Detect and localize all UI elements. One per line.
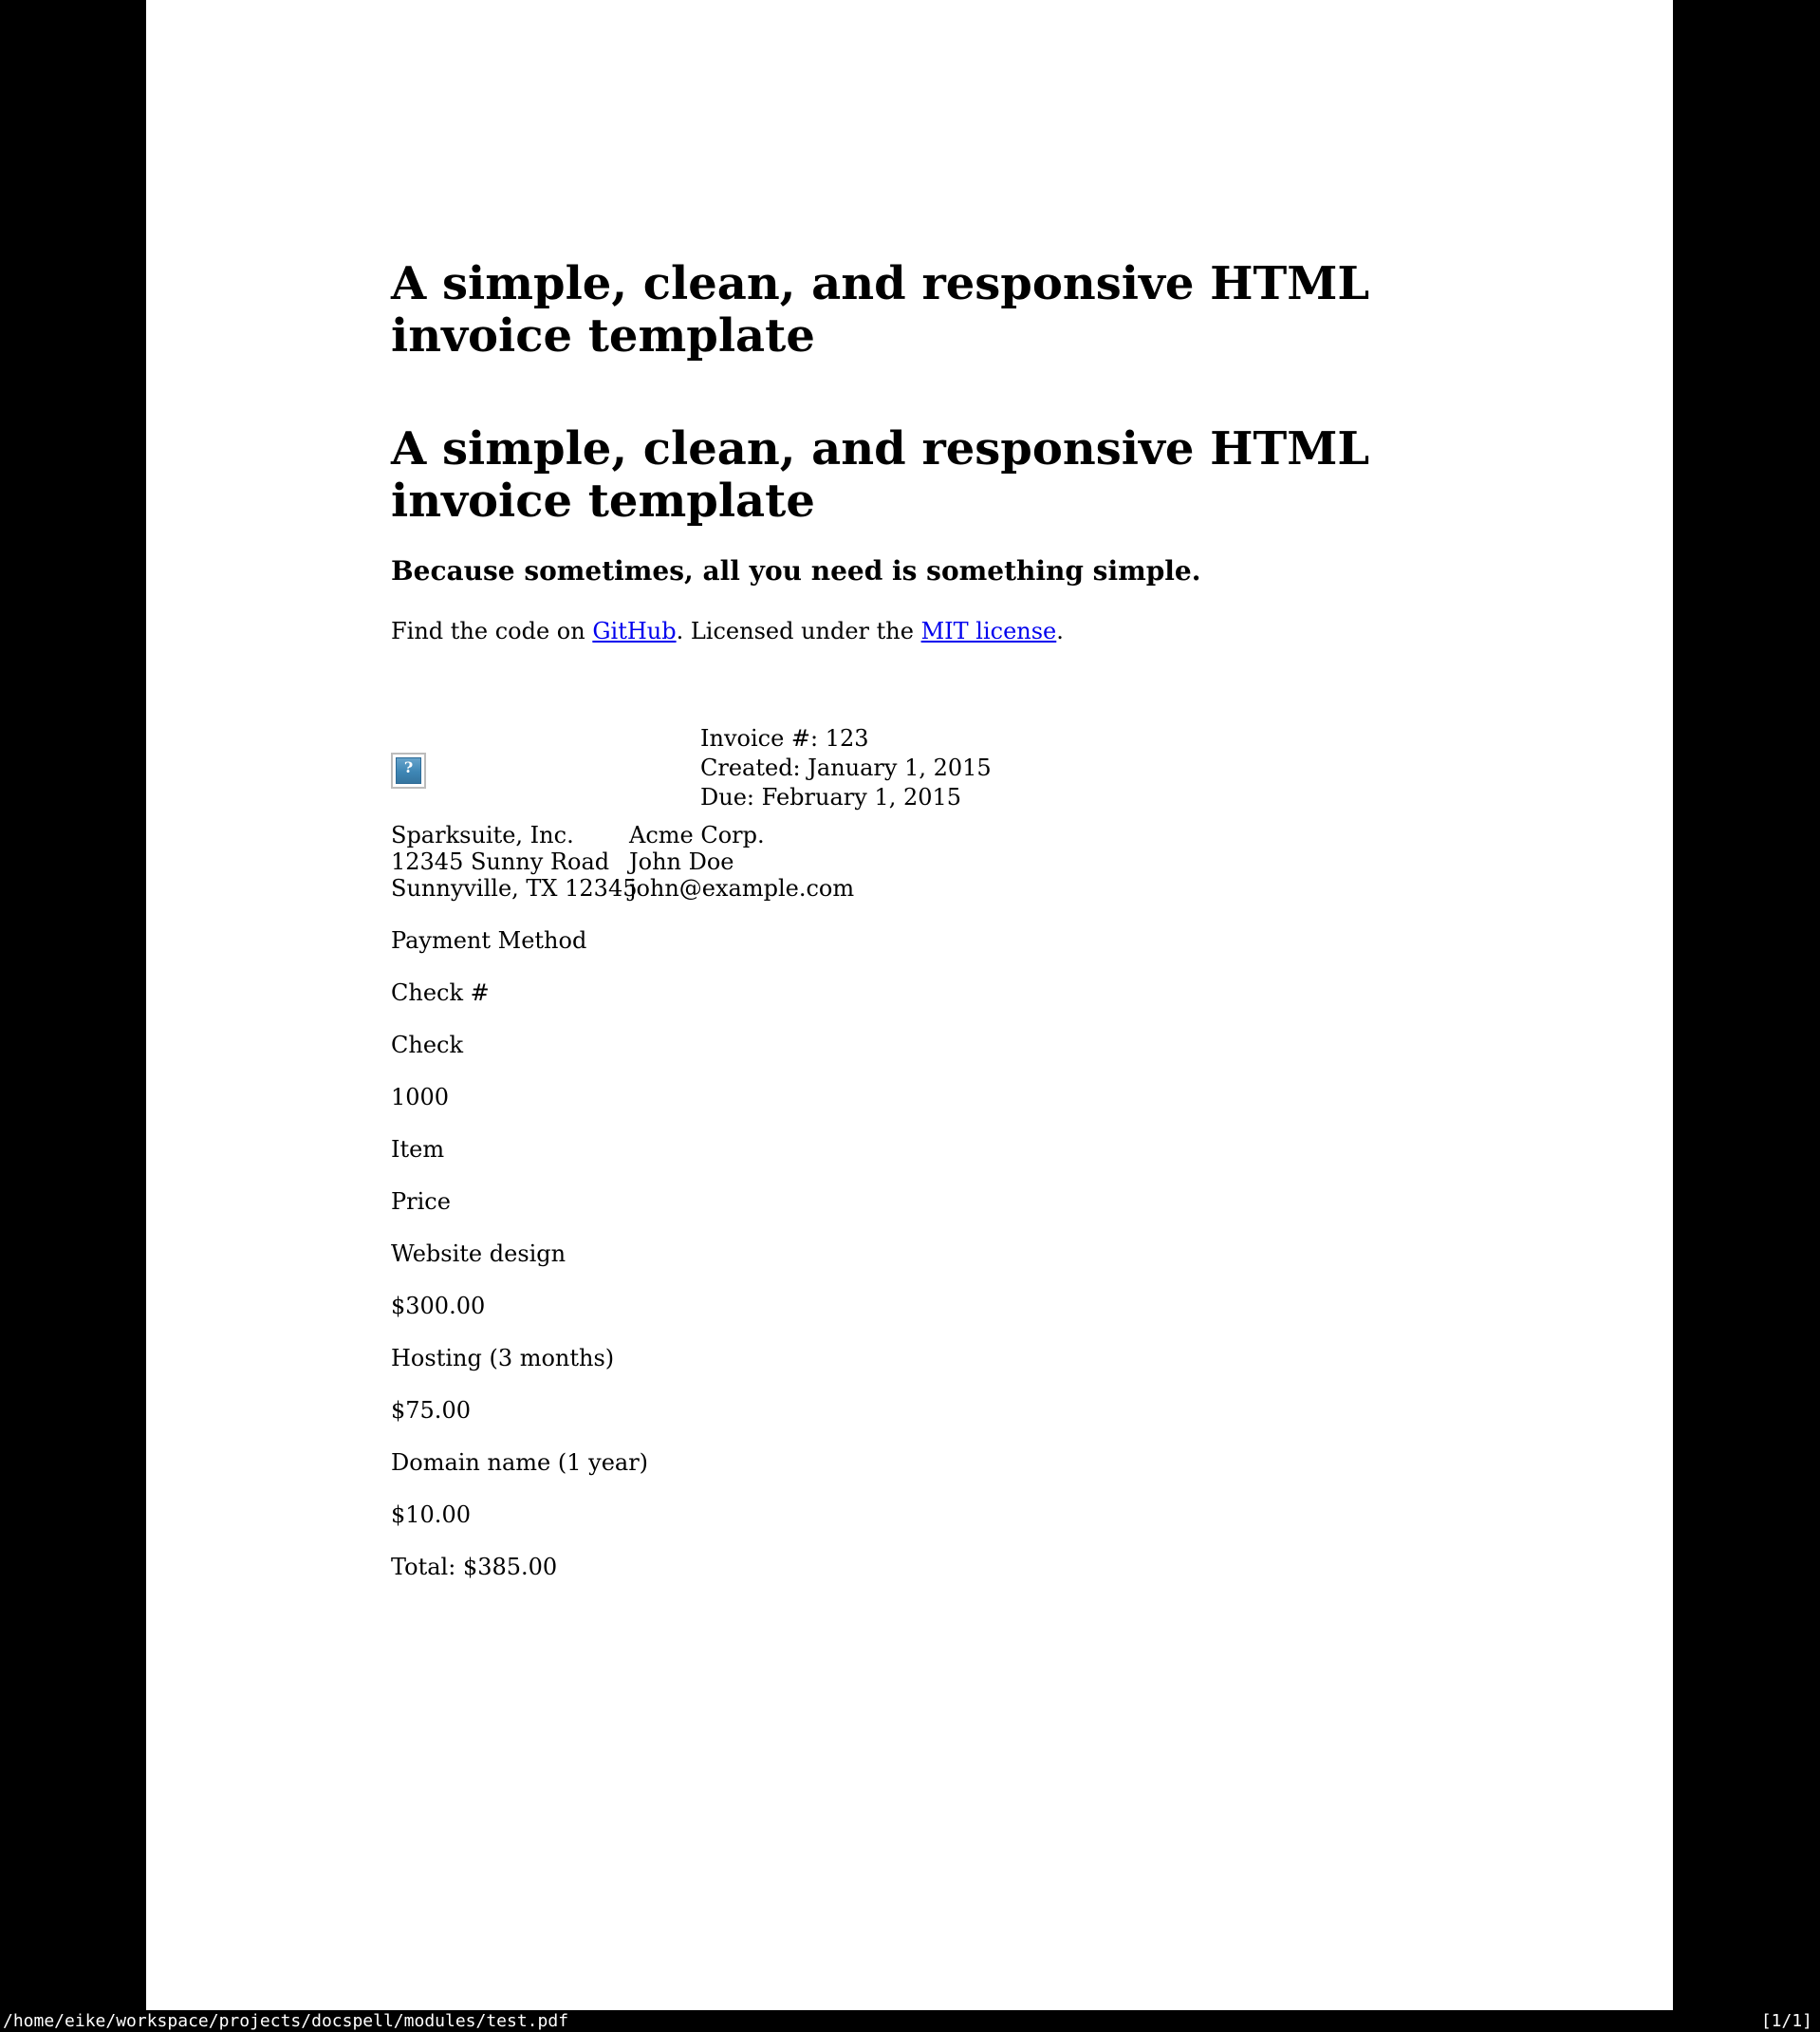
item-2-price: $75.00 [391, 1397, 471, 1424]
invoice-due-date: Due: February 1, 2015 [700, 784, 962, 811]
invoice-created-date: Created: January 1, 2015 [700, 755, 992, 781]
recipient-email: john@example.com [629, 875, 855, 902]
statusbar [0, 2010, 1820, 2032]
question-mark-icon: ? [396, 757, 421, 784]
invoice-total: Total: $385.00 [391, 1554, 558, 1580]
intro-paragraph [391, 617, 1064, 645]
recipient-name: John Doe [629, 848, 734, 875]
check-number-header: Check # [391, 979, 490, 1006]
item-1-price: $300.00 [391, 1293, 486, 1319]
price-header: Price [391, 1188, 451, 1215]
statusbar-page-indicator: [1/1] [1760, 2011, 1812, 2031]
invoice-number: Invoice #: 123 [700, 725, 869, 752]
document-title-line-2: invoice template [391, 309, 815, 363]
item-3-name: Domain name (1 year) [391, 1449, 649, 1476]
recipient-address [629, 822, 867, 902]
document-title-duplicate [391, 423, 1369, 528]
item-header: Item [391, 1136, 445, 1163]
item-3-price: $10.00 [391, 1501, 471, 1528]
mit-license-link[interactable]: MIT license [920, 618, 1057, 644]
document-title-line-1: A simple, clean, and responsive HTML [391, 257, 1370, 310]
sender-address [391, 822, 638, 902]
broken-image-icon [391, 753, 426, 789]
document-title-duplicate-line-2: invoice template [391, 475, 815, 528]
document-title [391, 258, 1369, 363]
intro-text-3: . [1056, 618, 1064, 644]
item-2-name: Hosting (3 months) [391, 1345, 615, 1371]
recipient-company: Acme Corp. [629, 822, 765, 848]
sender-city: Sunnyville, TX 12345 [391, 875, 638, 902]
payment-method-value: Check [391, 1032, 464, 1058]
payment-method-header: Payment Method [391, 927, 587, 954]
intro-text-1: Find the code on [391, 618, 593, 644]
intro-text-2: . Licensed under the [676, 618, 921, 644]
document-title-duplicate-line-1: A simple, clean, and responsive HTML [391, 422, 1370, 475]
pdf-page [146, 0, 1673, 2010]
sender-company: Sparksuite, Inc. [391, 822, 574, 848]
item-1-name: Website design [391, 1240, 566, 1267]
invoice-table-lines [391, 926, 648, 1581]
github-link[interactable]: GitHub [592, 618, 677, 644]
check-number-value: 1000 [391, 1084, 450, 1110]
document-subtitle: Because sometimes, all you need is something simple. [391, 555, 1201, 587]
statusbar-file-path: /home/eike/workspace/projects/docspell/modules/test.pdf [3, 2011, 569, 2031]
invoice-meta [700, 724, 992, 812]
logo-cell [391, 724, 700, 789]
sender-street: 12345 Sunny Road [391, 848, 610, 875]
address-row [391, 822, 867, 902]
invoice-meta-row [391, 724, 992, 812]
